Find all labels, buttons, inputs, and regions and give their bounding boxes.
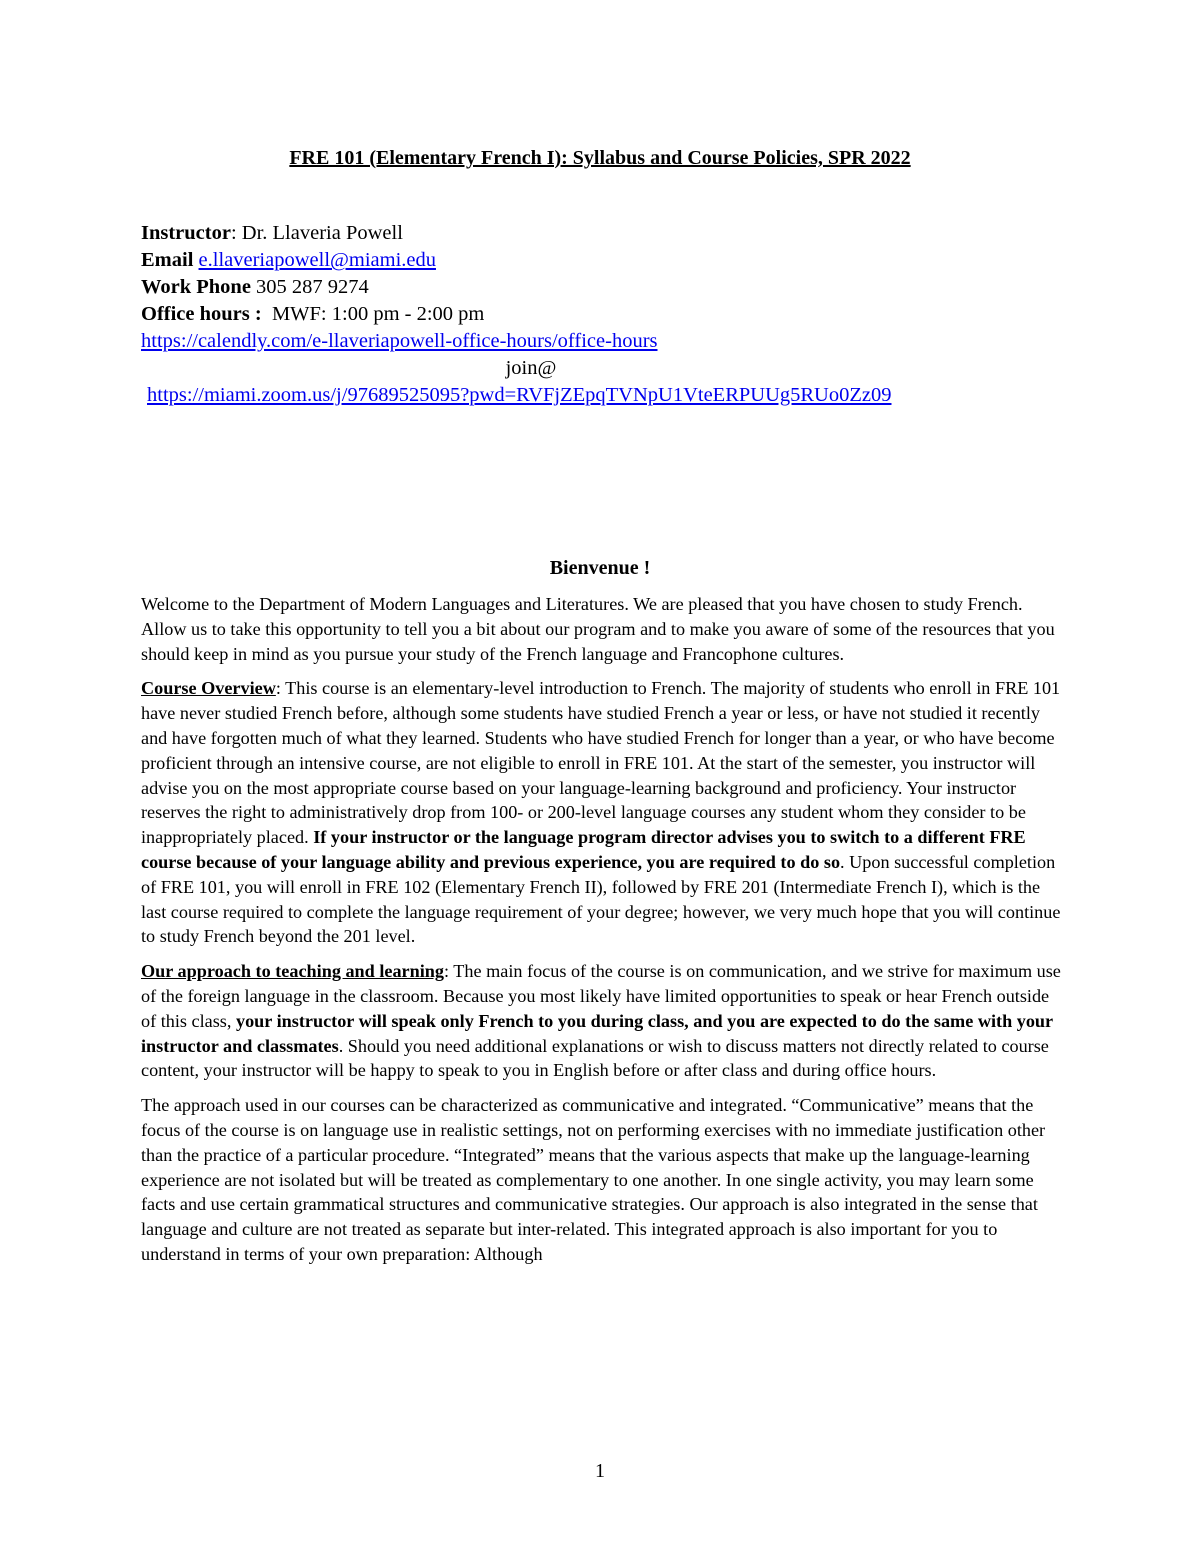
welcome-paragraph: Welcome to the Department of Modern Languages and Literatures. We are pleased that you have chosen to study French. Allow us to take this opportunity to tell you a bit about our program and to make you aware of some of the resources that you should keep in mind as you pursue your study of the French language and Francophone cultures. [141,594,1055,664]
email-link[interactable]: e.llaveriapowell@miami.edu [198,249,436,271]
calendly-link[interactable]: https://calendly.com/e-llaveriapowell-office-hours/office-hours [141,330,658,352]
course-overview-bold: If your instructor or the language program director advises you to switch to a different FRE course because of your language ability and previous experience, you are required to do so [141,827,1026,872]
approach-text-1: : The main focus of the course is on communication, and we strive for maximum use of the foreign language in the classroom. Because you most likely have limited opportunities to speak or hear French outside of this class, [141,961,1061,1031]
approach-bold: your instructor will speak only French to you during class, and you are expected to do the same with your instructor and classmates [141,1010,1053,1056]
instructor-info [141,220,1061,409]
office-hours-line [141,301,1061,328]
document-title: FRE 101 (Elementary French I): Syllabus and Course Policies, SPR 2022 [289,147,911,169]
office-hours-value: MWF: 1:00 pm - 2:00 pm [271,303,485,325]
phone-label: Work Phone [141,276,251,298]
email-line [141,247,1061,274]
calendly-line [141,328,1061,355]
approach-paragraph [141,959,1061,1083]
course-overview-text-1: : This course is an elementary-level introduction to French. The majority of students who enroll in FRE 101 have never studied French before, although some students have studied French a year or less, or have not studied it recently and have forgotten much of what they learned. Students who have studied French for longer than a year, or who have become proficient through an intensive course, are not eligible to enroll in FRE 101. At the start of the semester, you instructor will advise you on the most appropriate course based on your language-learning background and proficiency. Your instructor reserves the right to administratively drop from 100- or 200-level language courses any student whom they consider to be inappropriately placed. [141,678,1061,848]
email-label: Email [141,249,194,271]
phone-value: 305 287 9274 [256,276,369,298]
integrated-approach-paragraph: The approach used in our courses can be characterized as communicative and integrated. “Communicative” means that the focus of the course is on language use in realistic settings, not on performing exercises with no immediate justification other than the practice of a particular procedure. “Integrated” means that the various aspects that make up the language-learning experience are not isolated but will be treated as complementary to one another. In one single activity, you may learn some facts and use certain grammatical structures and communicative strategies. Our approach is also integrated in the sense that language and culture are not treated as separate but inter-related. This integrated approach is also important for you to understand in terms of your own preparation: Although [141,1095,1046,1264]
zoom-line [141,382,1061,409]
instructor-name: : Dr. Llaveria Powell [230,222,403,244]
phone-line [141,274,1061,301]
approach-text-2: . Should you need additional explanations or wish to discuss matters not directly related to course content, your instructor will be happy to speak to you in English before or after class and during office hours. [141,1035,1049,1081]
welcome-heading: Bienvenue ! [549,557,651,579]
instructor-line [141,220,1061,247]
course-overview-paragraph [141,676,1061,949]
approach-heading: Our approach to teaching and learning [141,961,444,982]
page-number: 1 [595,1460,605,1482]
instructor-label: Instructor [141,222,231,244]
course-overview-text-2: . Upon successful completion of FRE 101, you will enroll in FRE 102 (Elementary French II), followed by FRE 201 (Intermediate French I), which is the last course required to complete the language requirement of your degree; however, we very much hope that you will continue to study French beyond the 201 level. [141,851,1061,947]
zoom-link[interactable]: https://miami.zoom.us/j/97689525095?pwd=RVFjZEpqTVNpU1VteERPUUg5RUo0Zz09 [147,384,892,406]
join-text: join@ [505,357,557,379]
office-hours-label: Office hours : [141,303,262,325]
document-body [141,592,1061,1277]
course-overview-heading: Course Overview [141,678,276,699]
